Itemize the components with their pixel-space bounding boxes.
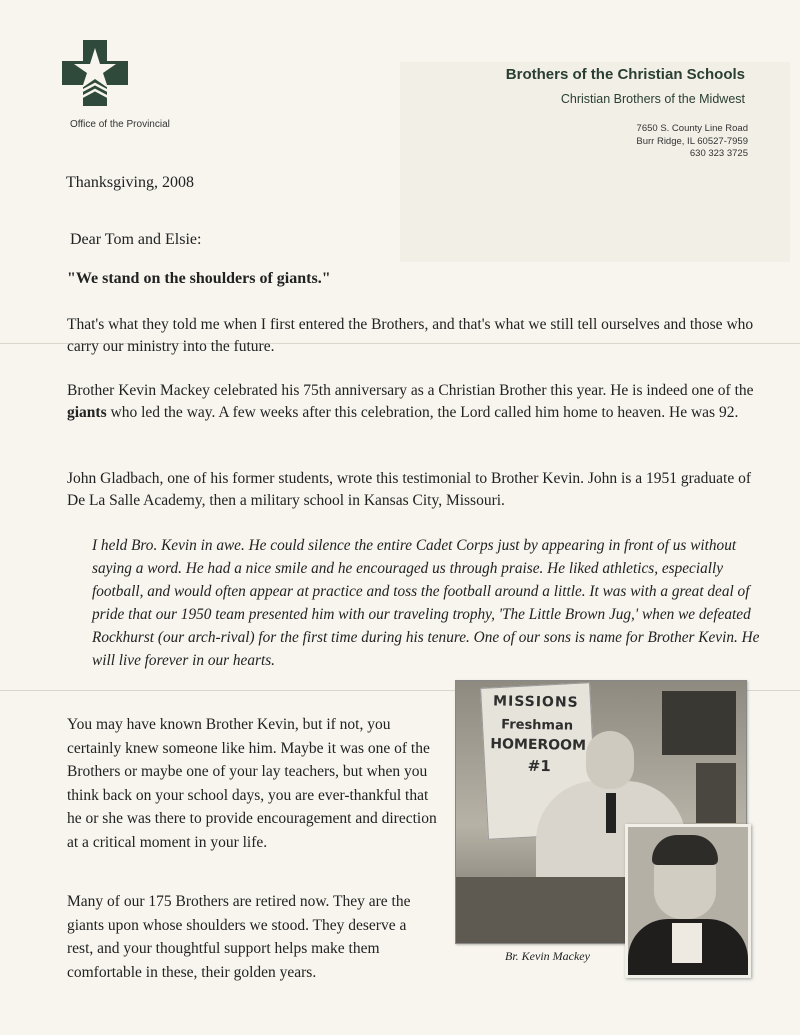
tie xyxy=(606,793,616,833)
paragraph-1: That's what they told me when I first entered the Brothers, and that's what we still tell ourselves and those who carry our ministry into the future. xyxy=(67,316,754,355)
paragraph-5: Many of our 175 Brothers are retired now. They are the giants upon whose shoulders we stood. They deserve a rest, and your thoughtful support helps make them comfortable in these, their golden years. xyxy=(67,893,411,981)
paragraph-2-text-b: who led the way. A few weeks after this celebration, the Lord called him home to heaven. He was 92. xyxy=(106,404,739,421)
wall-picture xyxy=(696,763,736,823)
clerical-collar xyxy=(672,923,702,963)
portrait-photo xyxy=(625,824,751,978)
testimonial-quote: I held Bro. Kevin in awe. He could silence the entire Cadet Corps just by appearing in front of us without saying a word. He had a nice smile and he encouraged us through praise. He liked athletics, especially football, and would often appear at practice and toss the football around a little. It was with a great deal of pride that our 1950 team presented him with our traveling trophy, 'The Little Brown Jug,' when we defeated Rockhurst (our arch-rival) for the first time during his tenure. One of our sons is name for Brother Kevin. He will live forever in our hearts. xyxy=(92,537,760,669)
brother-head xyxy=(586,731,634,789)
giants-emphasis: giants xyxy=(67,404,107,421)
banner-line: #1 xyxy=(527,756,551,776)
org-name: Brothers of the Christian Schools xyxy=(505,66,745,83)
salutation: Dear Tom and Elsie: xyxy=(70,231,202,248)
star-cross-logo-icon xyxy=(62,40,128,106)
office-label: Office of the Provincial xyxy=(70,119,170,130)
paragraph-2 xyxy=(67,380,757,424)
banner-line: Freshman xyxy=(501,717,574,734)
banner-line: MISSIONS xyxy=(492,693,579,711)
paragraph-3: John Gladbach, one of his former students, wrote this testimonial to Brother Kevin. John is a 1951 graduate of De La Salle Academy, then a military school in Kansas City, Missouri. xyxy=(67,470,752,509)
org-subtitle: Christian Brothers of the Midwest xyxy=(560,92,745,106)
address-line: Burr Ridge, IL 60527-7959 xyxy=(636,135,748,147)
address-line: 7650 S. County Line Road xyxy=(636,123,748,134)
quote-heading: "We stand on the shoulders of giants." xyxy=(67,270,331,287)
wall-picture xyxy=(662,691,736,755)
phone-line: 630 323 3725 xyxy=(689,148,748,159)
address-block xyxy=(636,123,748,161)
portrait-hair xyxy=(652,835,718,865)
photo-caption: Br. Kevin Mackey xyxy=(505,949,590,963)
paragraph-2-text-a: Brother Kevin Mackey celebrated his 75th anniversary as a Christian Brother this year. He is indeed one of the xyxy=(67,382,754,399)
banner-line: HOMEROOM xyxy=(490,736,587,754)
paragraph-4: You may have known Brother Kevin, but if not, you certainly knew someone like him. Maybe it was one of the Brothers or maybe one of your lay teachers, but when you think back on your school days, you are ever-thankful that he or she was there to provide encouragement and direction at a critical moment in your life. xyxy=(67,716,437,851)
letter-date: Thanksgiving, 2008 xyxy=(66,174,194,191)
